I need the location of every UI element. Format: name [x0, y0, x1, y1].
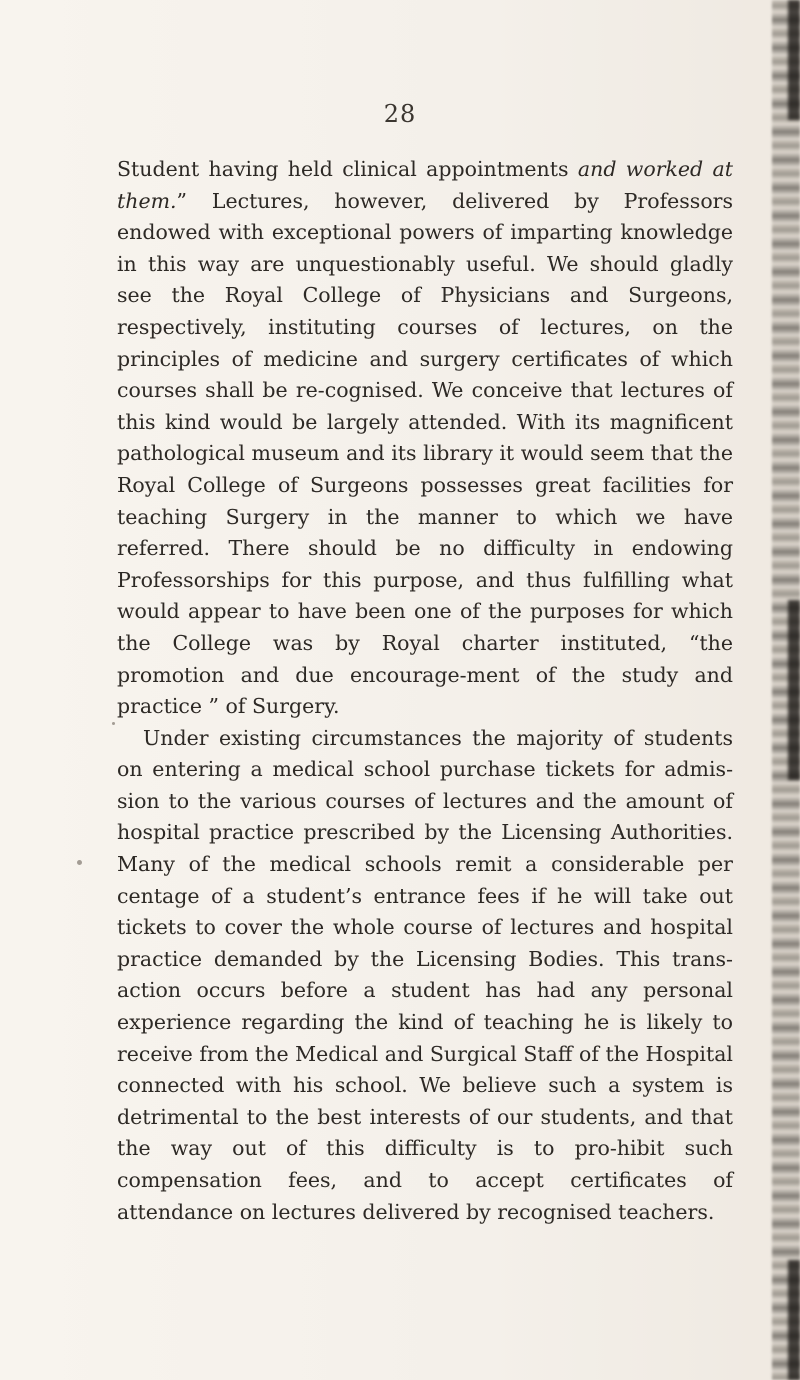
page-edge-dark — [788, 600, 800, 780]
page-edge-dark — [788, 0, 800, 120]
paragraph-1-italic: and worked at them. — [117, 157, 734, 213]
page-number: 28 — [383, 100, 417, 128]
body-text — [117, 154, 733, 1228]
paragraph-1-lead: Student having held clinical appointments — [117, 157, 578, 181]
ink-speck — [112, 722, 115, 725]
paragraph-2: Under existing circumstances the majority of students on entering a medical school purchase tickets for admis-sion to the various courses of lectures and the amount of hospital practice prescribed by the Licensing Authorities. Many of the medical schools remit a considerable per centage of a student’s entrance fees if he will take out tickets to cover the whole course of lectures and hospital practice demanded by the Licensing Bodies. This trans-action occurs before a student has had any personal experience regarding the kind of teaching he is likely to receive from the Medical and Surgical Staff of the Hospital connected with his school. We believe such a system is detrimental to the best interests of our students, and that the way out of this difficulty is to pro-hibit such compensation fees, and to accept certificates of attendance on lectures delivered by recognised teachers. — [117, 725, 733, 1224]
paragraph-1 — [117, 154, 733, 723]
paragraph-1-rest: ” Lectures, however, delivered by Professors endowed with exceptional powers of imparting knowledge in this way are unquestionably useful. We should gladly see the Royal College of Physicians and Surgeons, respectively, instituting courses of lectures, on the principles of medicine and surgery certificates of which courses shall be re-cognised. We conceive that lectures of this kind would be largely attended. With its magnificent pathological museum and its library it would seem that the Royal College of Surgeons possesses great facilities for teaching Surgery in the manner to which we have referred. There should be no difficulty in endowing Professorships for this purpose, and thus fulfilling what would appear to have been one of the purposes for which the College was by Royal charter instituted, “the promotion and due encourage-ment of the study and practice ” of Surgery. — [117, 188, 733, 719]
ink-speck — [77, 860, 82, 865]
page-edge-dark — [788, 1260, 800, 1380]
